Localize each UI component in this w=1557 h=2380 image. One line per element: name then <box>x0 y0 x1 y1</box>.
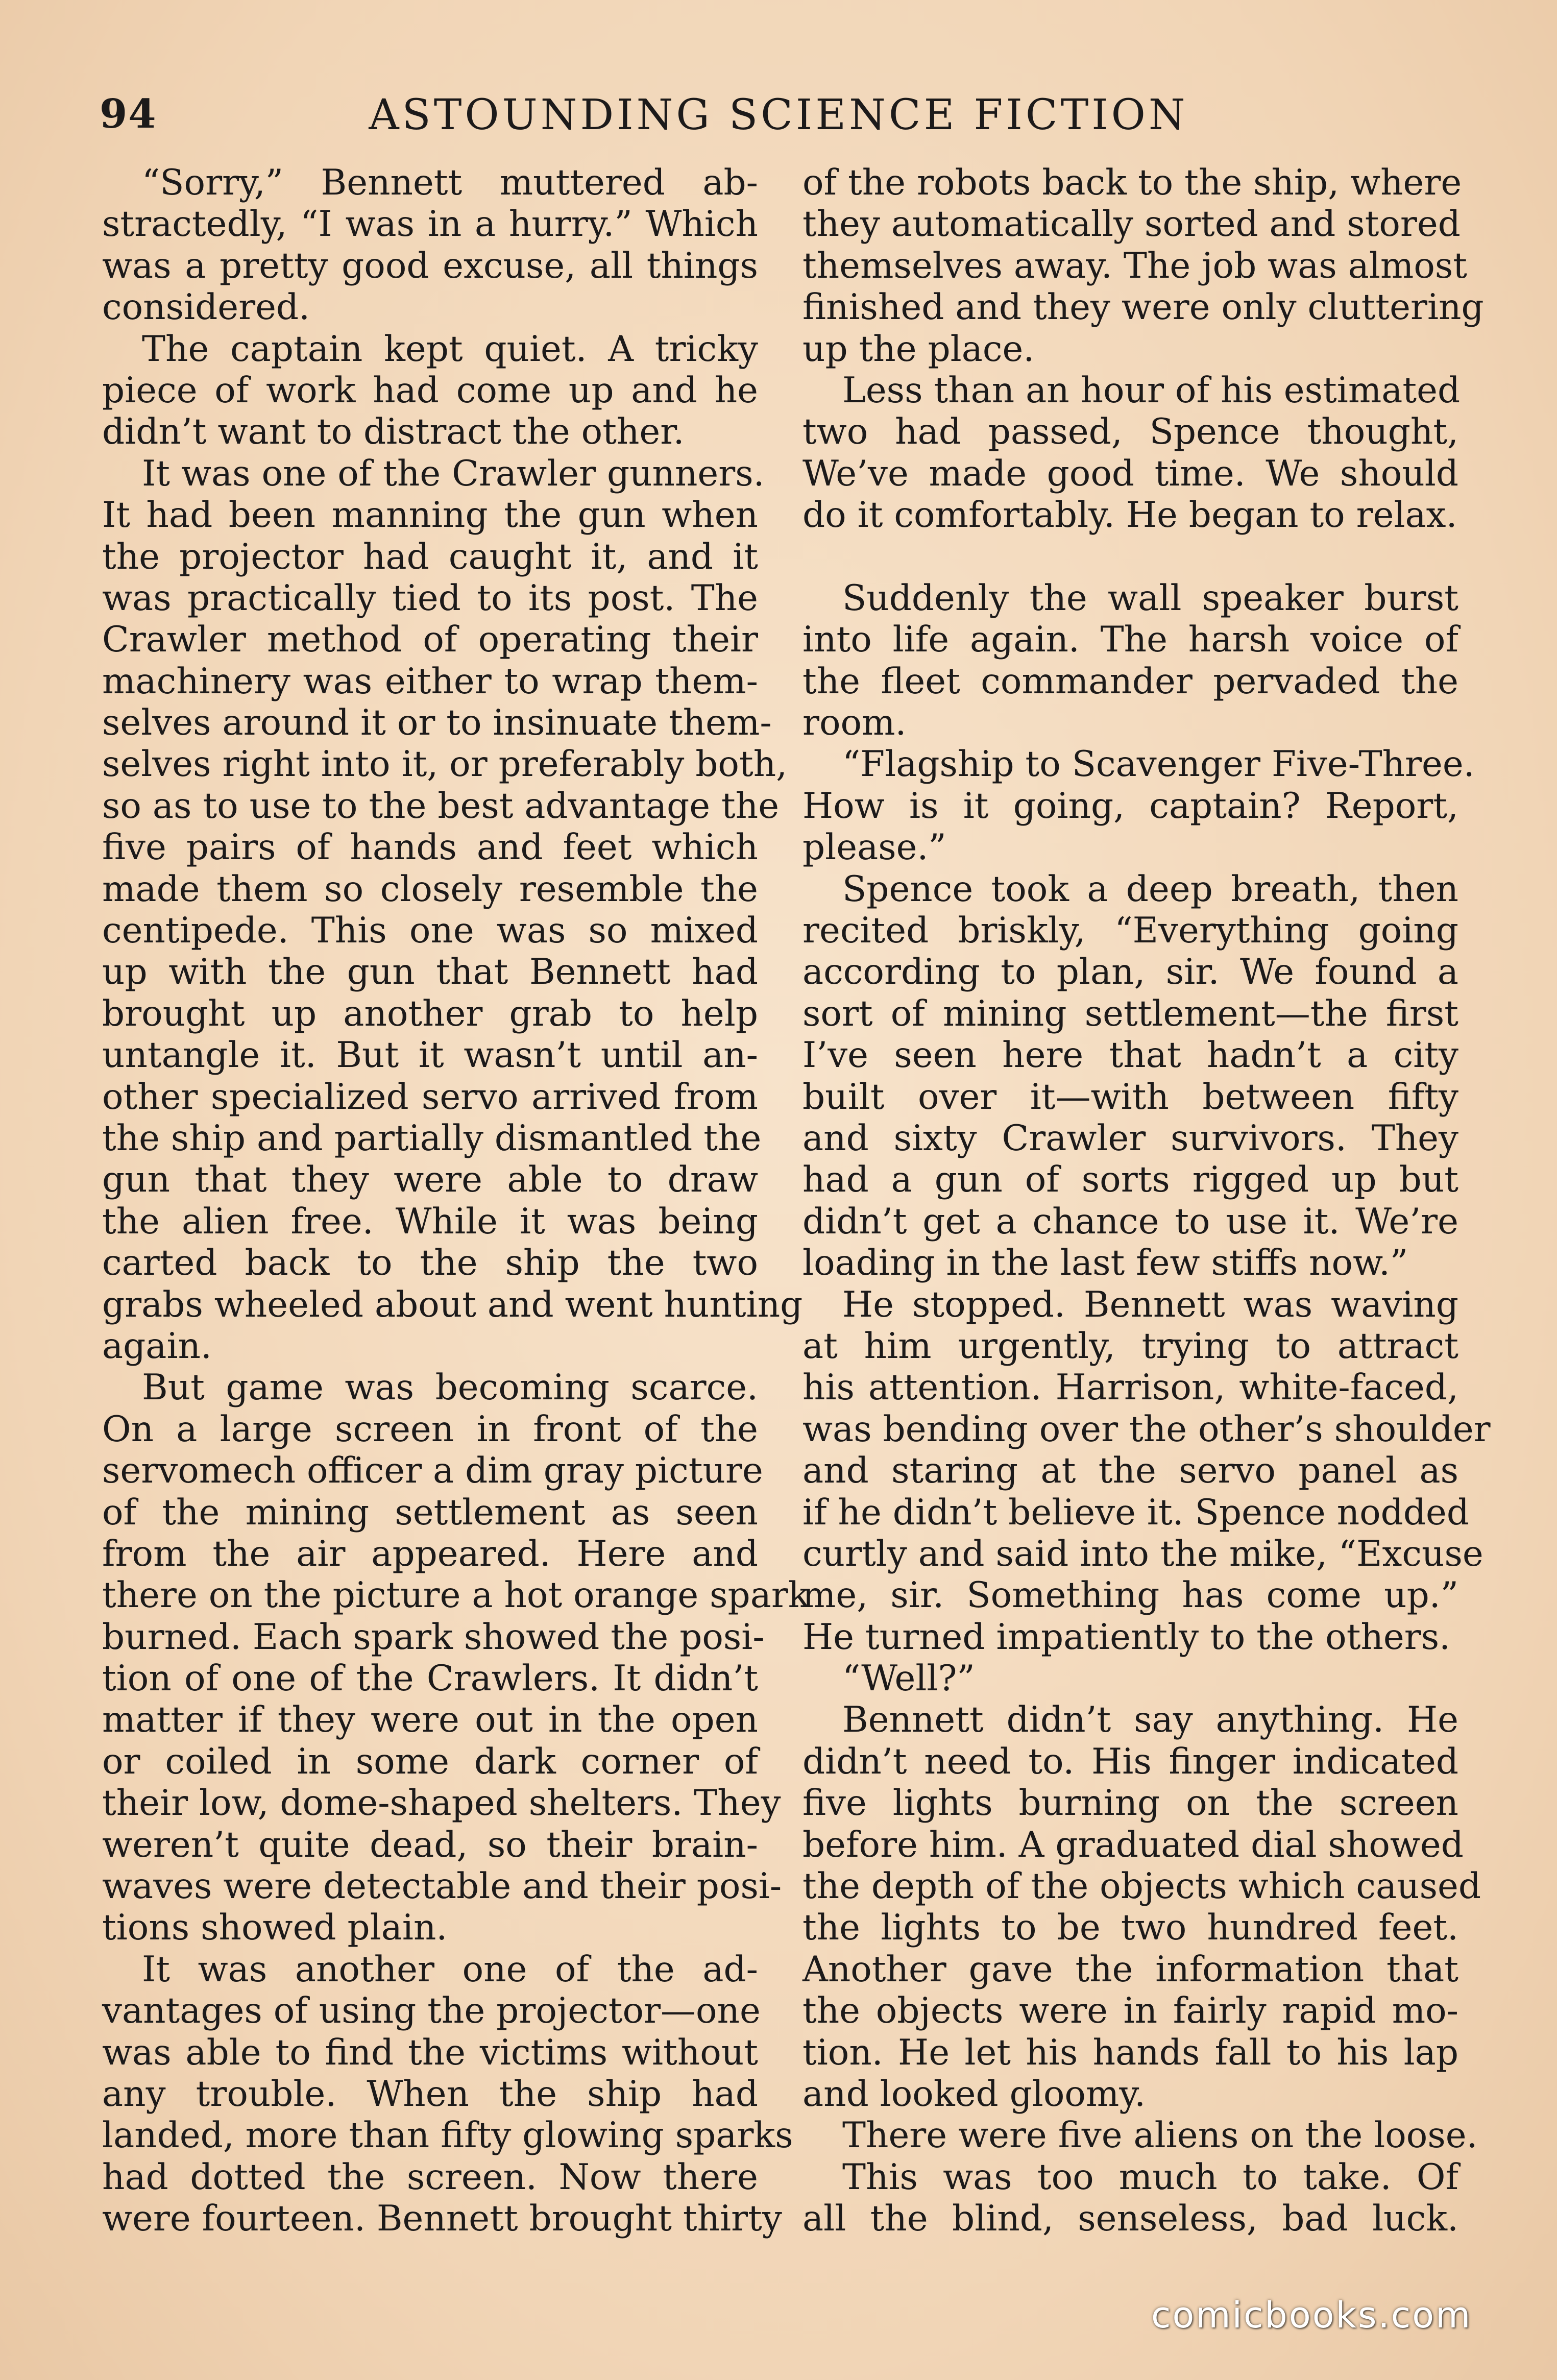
text-line: He stopped. Bennett was waving <box>842 1284 1458 1325</box>
text-line: It had been manning the gun when <box>102 495 758 536</box>
text-line: Spence took a deep breath, then <box>842 868 1458 910</box>
text-line: the objects were in fairly rapid mo- <box>802 1990 1458 2032</box>
text-line: had a gun of sorts rigged up but <box>802 1159 1458 1201</box>
text-line: according to plan, sir. We found a <box>802 952 1458 993</box>
text-line: grabs wheeled about and went hunting <box>102 1284 803 1325</box>
text-line: and staring at the servo panel as <box>802 1450 1458 1492</box>
text-line: weren’t quite dead, so their brain- <box>102 1824 758 1865</box>
text-line: if he didn’t believe it. Spence nodded <box>802 1492 1470 1533</box>
text-line: burned. Each spark showed the posi- <box>102 1616 765 1658</box>
text-line: considered. <box>102 287 310 328</box>
text-line: there on the picture a hot orange spark <box>102 1575 810 1616</box>
text-line: On a large screen in front of the <box>102 1408 758 1450</box>
text-line: didn’t want to distract the other. <box>102 411 685 453</box>
right-column <box>802 162 1491 2240</box>
text-line: vantages of using the projector—one <box>102 1990 761 2032</box>
text-line: The captain kept quiet. A tricky <box>142 328 758 370</box>
text-line: of the mining settlement as seen <box>102 1492 758 1533</box>
text-line: the projector had caught it, and it <box>102 536 758 577</box>
text-line: themselves away. The job was almost <box>802 245 1468 286</box>
text-line: from the air appeared. Here and <box>102 1533 758 1574</box>
text-line: Crawler method of operating their <box>102 619 758 661</box>
text-line: five pairs of hands and feet which <box>102 827 758 868</box>
text-line: This was too much to take. Of <box>842 2156 1458 2198</box>
text-line: selves around it or to insinuate them- <box>102 702 772 744</box>
page-number: 94 <box>100 91 157 137</box>
text-line: Another gave the information that <box>802 1949 1458 1990</box>
text-line: and looked gloomy. <box>802 2073 1146 2115</box>
text-line: at him urgently, trying to attract <box>802 1325 1458 1367</box>
text-line: It was one of the Crawler gunners. <box>142 453 765 494</box>
text-line: “Sorry,” Bennett muttered ab- <box>142 162 758 203</box>
text-line <box>802 537 1458 578</box>
text-line: sort of mining settlement—the first <box>802 993 1458 1034</box>
text-line: the ship and partially dismantled the <box>102 1118 762 1159</box>
text-line: servomech officer a dim gray picture <box>102 1450 763 1492</box>
text-line: We’ve made good time. We should <box>802 453 1458 494</box>
text-line: up the place. <box>802 328 1035 370</box>
text-line: do it comfortably. He began to relax. <box>802 495 1457 536</box>
text-line: But game was becoming scarce. <box>142 1367 758 1408</box>
text-line: recited briskly, “Everything going <box>802 910 1458 952</box>
text-line: He turned impatiently to the others. <box>802 1616 1451 1658</box>
text-line: matter if they were out in the open <box>102 1699 758 1741</box>
text-line: It was another one of the ad- <box>142 1949 758 1990</box>
text-line: landed, more than fifty glowing sparks <box>102 2115 793 2156</box>
text-line: two had passed, Spence thought, <box>802 411 1458 453</box>
text-line: please.” <box>802 827 946 868</box>
text-line: “Flagship to Scavenger Five-Three. <box>842 744 1475 785</box>
text-line: Bennett didn’t say anything. He <box>842 1699 1458 1741</box>
text-line: There were five aliens on the loose. <box>842 2115 1478 2156</box>
text-line: didn’t get a chance to use it. We’re <box>802 1201 1458 1242</box>
text-line: How is it going, captain? Report, <box>802 785 1458 827</box>
text-line: tion of one of the Crawlers. It didn’t <box>102 1658 758 1699</box>
text-line: finished and they were only cluttering <box>802 287 1484 328</box>
text-line: or coiled in some dark corner of <box>102 1741 758 1782</box>
text-line: the alien free. While it was being <box>102 1201 758 1242</box>
text-line: and sixty Crawler survivors. They <box>802 1118 1458 1159</box>
text-line: five lights burning on the screen <box>802 1783 1458 1824</box>
text-line: were fourteen. Bennett brought thirty <box>102 2198 782 2240</box>
text-line: so as to use to the best advantage the <box>102 785 780 827</box>
text-line: “Well?” <box>842 1658 975 1699</box>
text-line: other specialized servo arrived from <box>102 1076 758 1118</box>
text-line: Less than an hour of his estimated <box>842 370 1461 411</box>
text-line: room. <box>802 702 907 744</box>
text-line: curtly and said into the mike, “Excuse <box>802 1533 1483 1574</box>
text-line: all the blind, senseless, bad luck. <box>802 2198 1458 2240</box>
text-line: selves right into it, or preferably both, <box>102 744 788 785</box>
text-line: loading in the last few stiffs now.” <box>802 1243 1408 1284</box>
text-line: carted back to the ship the two <box>102 1243 758 1284</box>
text-line: was a pretty good excuse, all things <box>102 245 758 286</box>
text-line: tions showed plain. <box>102 1907 448 1949</box>
text-line: brought up another grab to help <box>102 993 758 1034</box>
text-line: they automatically sorted and stored <box>802 204 1461 245</box>
text-line: of the robots back to the ship, where <box>802 162 1462 203</box>
watermark: comicbooks.com <box>1151 2294 1472 2336</box>
text-line: any trouble. When the ship had <box>102 2073 758 2115</box>
text-line: had dotted the screen. Now there <box>102 2156 758 2198</box>
text-line: the fleet commander pervaded the <box>802 661 1458 702</box>
text-line: into life again. The harsh voice of <box>802 619 1458 661</box>
text-line: waves were detectable and their posi- <box>102 1866 782 1907</box>
left-column <box>102 162 810 2240</box>
text-line: gun that they were able to draw <box>102 1159 758 1201</box>
text-line: was bending over the other’s shoulder <box>802 1408 1491 1450</box>
text-line: centipede. This one was so mixed <box>102 910 758 952</box>
text-line: was able to find the victims without <box>102 2032 758 2073</box>
text-line: built over it—with between fifty <box>802 1076 1458 1118</box>
text-line: again. <box>102 1325 212 1367</box>
text-line: piece of work had come up and he <box>102 370 758 411</box>
text-line: the lights to be two hundred feet. <box>802 1907 1458 1949</box>
text-line: machinery was either to wrap them- <box>102 661 758 702</box>
text-line: made them so closely resemble the <box>102 868 758 910</box>
running-head: ASTOUNDING SCIENCE FICTION <box>369 91 1188 139</box>
text-line: me, sir. Something has come up.” <box>802 1575 1458 1616</box>
text-line: their low, dome-shaped shelters. They <box>102 1783 781 1824</box>
text-line: Suddenly the wall speaker burst <box>842 577 1458 619</box>
text-line: up with the gun that Bennett had <box>102 952 758 993</box>
text-line: before him. A graduated dial showed <box>802 1824 1464 1865</box>
text-line: I’ve seen here that hadn’t a city <box>802 1035 1458 1076</box>
text-line: didn’t need to. His finger indicated <box>802 1741 1458 1782</box>
text-line: the depth of the objects which caused <box>802 1866 1481 1907</box>
text-line: was practically tied to its post. The <box>102 577 758 619</box>
text-line: tion. He let his hands fall to his lap <box>802 2032 1458 2073</box>
text-line: stractedly, “I was in a hurry.” Which <box>102 204 758 245</box>
text-line: untangle it. But it wasn’t until an- <box>102 1035 758 1076</box>
text-line: his attention. Harrison, white-faced, <box>802 1367 1458 1408</box>
